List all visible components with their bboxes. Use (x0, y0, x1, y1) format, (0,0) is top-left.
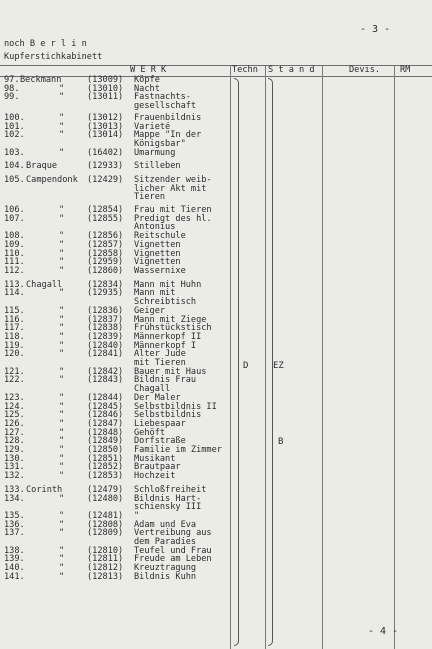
entry-inventory-number: (12854) (87, 205, 124, 216)
entry-inventory-number: (13011) (87, 92, 124, 103)
entry-artist: " (59, 92, 65, 103)
entry-inventory-number: (12933) (87, 161, 124, 172)
entry-title: Kreuztragung (134, 563, 197, 574)
entry-number: 114. (4, 288, 25, 299)
entry-artist: " (59, 528, 65, 539)
entry-number: 134. (4, 493, 25, 504)
column-divider (265, 66, 266, 649)
entry-title: Bildnis Frau (134, 375, 197, 386)
entry-number: 136. (4, 519, 25, 530)
entry-artist: Beckmann (20, 75, 62, 85)
entry-number: 139. (4, 554, 25, 565)
entry-artist: " (59, 323, 65, 334)
page-number: - 3 - (360, 24, 391, 35)
entry-artist: " (59, 239, 65, 250)
location-heading: noch B e r l i n (4, 39, 87, 49)
entry-inventory-number: (12844) (87, 392, 124, 403)
column-werk: W E R K (130, 65, 167, 75)
entry-artist: " (59, 366, 65, 377)
entry-inventory-number: (12810) (87, 545, 124, 556)
entry-title: Bildnis Kuhn (134, 571, 197, 582)
entry-number: 127. (4, 427, 25, 438)
department-heading: Kupferstichkabinett (4, 52, 103, 62)
entry-title: Mappe "In der (134, 130, 202, 141)
entry-title: Reitschule (134, 231, 186, 242)
entry-number: 121. (4, 366, 25, 377)
entry-number: 112. (4, 266, 25, 276)
entry-inventory-number: (12858) (87, 248, 124, 259)
entry-title: Nacht (134, 83, 160, 94)
entry-inventory-number: (13013) (87, 121, 124, 132)
entry-number: 117. (4, 323, 25, 334)
entry-artist: " (59, 288, 65, 299)
entry-inventory-number: (12843) (87, 375, 124, 386)
entry-title: Mann mit (134, 288, 176, 299)
entry-title: Geiger (134, 305, 166, 316)
entry-inventory-number: (16402) (87, 147, 124, 158)
entry-inventory-number: (12852) (87, 462, 124, 473)
entry-title: Frauenbildnis (134, 112, 202, 123)
footer-page-number: - 4 - (368, 626, 399, 637)
entry-title: Hochzeit (134, 471, 176, 482)
entry-inventory-number: (12853) (87, 471, 124, 482)
entry-artist: " (59, 205, 65, 216)
entry-number: 103. (4, 147, 25, 158)
entry-artist: " (59, 331, 65, 342)
entry-artist: " (59, 471, 65, 482)
entry-artist: " (59, 121, 65, 132)
entry-number: 123. (4, 392, 25, 403)
entry-artist: " (59, 427, 65, 438)
entry-number: 124. (4, 401, 25, 412)
entry-title: Mann mit Ziege (134, 314, 207, 325)
technique-mark: D (243, 361, 249, 371)
entry-number: 116. (4, 314, 25, 325)
entry-title: Frühstückstisch (134, 323, 212, 334)
entry-number: 132. (4, 471, 25, 482)
entry-title: Musikant (134, 453, 176, 464)
entry-inventory-number: (12840) (87, 340, 124, 351)
entry-title: Varieté (134, 121, 171, 132)
entry-inventory-number: (12836) (87, 305, 124, 316)
entry-title: Männerkopf II (134, 331, 202, 342)
entry-inventory-number: (12479) (87, 484, 124, 495)
entry-number: 107. (4, 213, 25, 224)
status-mark: B (278, 437, 284, 447)
entry-title: Selbstbildnis II (134, 401, 217, 412)
entry-number: 129. (4, 445, 25, 455)
entry-title: schiensky III (134, 502, 202, 513)
entry-number: 125. (4, 410, 25, 421)
entry-title: Stilleben (134, 161, 181, 172)
entry-inventory-number: (12860) (87, 266, 124, 276)
entry-inventory-number: (12845) (87, 401, 124, 412)
entry-number: 126. (4, 418, 25, 429)
entry-inventory-number: (12848) (87, 427, 124, 438)
entry-title: Männerkopf I (134, 340, 197, 351)
entry-inventory-number: (12838) (87, 323, 124, 334)
entry-inventory-number: (12837) (87, 314, 124, 325)
entry-title: Tieren (134, 192, 166, 203)
column-divider (230, 66, 231, 649)
entry-artist: " (59, 401, 65, 412)
entry-number: 130. (4, 453, 25, 464)
entry-inventory-number: (12856) (87, 231, 124, 242)
entry-title: Vignetten (134, 248, 181, 259)
entry-title: Adam und Eva (134, 519, 197, 530)
entry-artist: " (59, 445, 65, 455)
entry-inventory-number: (13009) (87, 75, 124, 85)
entry-title: Teufel und Frau (134, 545, 212, 556)
entry-title: Bauer mit Haus (134, 366, 207, 377)
entry-inventory-number: (13012) (87, 112, 124, 123)
entry-title: " (134, 510, 140, 521)
entry-title: Brautpaar (134, 462, 181, 473)
entry-artist: " (59, 571, 65, 582)
entry-number: 101. (4, 121, 25, 132)
entry-title: Schreibtisch (134, 297, 197, 308)
entry-artist: " (59, 545, 65, 556)
entry-title: Freude am Leben (134, 554, 212, 565)
entry-artist: " (59, 493, 65, 504)
entry-artist: " (59, 510, 65, 521)
entry-title: Selbstbildnis (134, 410, 202, 421)
entry-inventory-number: (12855) (87, 213, 124, 224)
entry-title: Chagall (134, 384, 171, 395)
entry-artist: " (59, 112, 65, 123)
column-divider (394, 66, 395, 649)
entry-inventory-number: (12851) (87, 453, 124, 464)
entry-number: 131. (4, 462, 25, 473)
entry-title: dem Paradies (134, 536, 197, 547)
entry-artist: " (59, 257, 65, 268)
entry-title: Liebespaar (134, 418, 186, 429)
entry-artist: " (59, 462, 65, 473)
entry-title: Der Maler (134, 392, 181, 403)
entry-title: Antonius (134, 222, 176, 233)
entry-inventory-number: (12812) (87, 563, 124, 574)
entry-inventory-number: (12808) (87, 519, 124, 530)
entry-title: Fastnachts- (134, 92, 191, 103)
entry-title: Vertreibung aus (134, 528, 212, 539)
entry-number: 97. (4, 75, 20, 85)
entry-inventory-number: (13010) (87, 83, 124, 94)
entry-inventory-number: (12935) (87, 288, 124, 299)
entry-title: Gehöft (134, 427, 166, 438)
entry-title: Umarmung (134, 147, 176, 158)
column-devis: Devis. (349, 65, 381, 75)
entry-inventory-number: (12846) (87, 410, 124, 421)
entry-artist: " (59, 266, 65, 276)
entry-number: 108. (4, 231, 25, 242)
entry-number: 106. (4, 205, 25, 216)
entry-number: 141. (4, 571, 25, 582)
entry-number: 135. (4, 510, 25, 521)
entry-inventory-number: (12839) (87, 331, 124, 342)
entry-artist: Chagall (26, 279, 63, 290)
entry-title: Wassernixe (134, 266, 186, 276)
entry-artist: " (59, 147, 65, 158)
entry-number: 104. (4, 161, 25, 172)
entry-title: Vignetten (134, 257, 181, 268)
entry-title: Königsbar" (134, 138, 186, 149)
entry-artist: " (59, 130, 65, 141)
entry-number: 102. (4, 130, 25, 141)
status-mark: EZ (273, 361, 284, 371)
entry-number: 115. (4, 305, 25, 316)
column-rm: RM (400, 65, 411, 75)
entry-title: Köpfe (134, 75, 160, 85)
entry-title: Bildnis Hart- (134, 493, 202, 504)
header-rule-bottom (0, 76, 432, 77)
entry-number: 137. (4, 528, 25, 539)
entry-artist: " (59, 213, 65, 224)
entry-inventory-number: (13014) (87, 130, 124, 141)
entry-artist: " (59, 410, 65, 421)
entry-artist: " (59, 436, 65, 447)
entry-number: 138. (4, 545, 25, 556)
entry-artist: " (59, 453, 65, 464)
bracket (234, 78, 239, 646)
entry-inventory-number: (12849) (87, 436, 124, 447)
entry-inventory-number: (12811) (87, 554, 124, 565)
entry-inventory-number: (12481) (87, 510, 124, 521)
entry-inventory-number: (12429) (87, 175, 124, 185)
entry-number: 100. (4, 112, 25, 123)
entry-artist: Campendonk (26, 175, 78, 185)
entry-title: licher Akt mit (134, 183, 207, 194)
entry-artist: " (59, 83, 65, 94)
entry-inventory-number: (12857) (87, 239, 124, 250)
entry-title: Mann mit Huhn (134, 279, 202, 290)
column-techn: Techn (232, 65, 258, 75)
entry-inventory-number: (12959) (87, 257, 124, 268)
entry-title: Alter Jude (134, 349, 186, 360)
entry-artist: " (59, 248, 65, 259)
entry-inventory-number: (12480) (87, 493, 124, 504)
entry-artist: Corinth (26, 484, 63, 495)
entry-number: 140. (4, 563, 25, 574)
entry-inventory-number: (12842) (87, 366, 124, 377)
entry-artist: " (59, 305, 65, 316)
entry-number: 113. (4, 279, 25, 290)
entry-inventory-number: (12809) (87, 528, 124, 539)
entry-artist: " (59, 340, 65, 351)
entry-artist: " (59, 554, 65, 565)
entry-title: Familie im Zimmer (134, 445, 222, 455)
entry-artist: " (59, 349, 65, 360)
entry-title: mit Tieren (134, 357, 186, 368)
entry-number: 120. (4, 349, 25, 360)
entry-number: 128. (4, 436, 25, 447)
entry-title: Schloßfreiheit (134, 484, 207, 495)
entry-inventory-number: (12841) (87, 349, 124, 360)
entry-number: 133. (4, 484, 25, 495)
entry-artist: " (59, 375, 65, 386)
entry-number: 98. (4, 83, 20, 94)
entry-inventory-number: (12813) (87, 571, 124, 582)
entry-artist: " (59, 231, 65, 242)
entry-inventory-number: (12847) (87, 418, 124, 429)
entry-number: 110. (4, 248, 25, 259)
column-divider (322, 66, 323, 649)
entry-title: Predigt des hl. (134, 213, 212, 224)
entry-title: gesellschaft (134, 101, 197, 112)
entry-number: 109. (4, 239, 25, 250)
entry-artist: " (59, 418, 65, 429)
column-stand: S t a n d (268, 65, 315, 75)
entry-number: 99. (4, 92, 20, 103)
entry-artist: " (59, 563, 65, 574)
entry-number: 111. (4, 257, 25, 268)
entry-title: Dorfstraße (134, 436, 186, 447)
entry-number: 118. (4, 331, 25, 342)
entry-artist: " (59, 392, 65, 403)
entry-artist: Braque (26, 161, 58, 172)
entry-artist: " (59, 519, 65, 530)
entry-number: 122. (4, 375, 25, 386)
entry-number: 105. (4, 175, 25, 185)
entry-title: Vignetten (134, 239, 181, 250)
entry-inventory-number: (12850) (87, 445, 124, 455)
entry-number: 119. (4, 340, 25, 351)
entry-title: Frau mit Tieren (134, 205, 212, 216)
entry-inventory-number: (12834) (87, 279, 124, 290)
entry-artist: " (59, 314, 65, 325)
entry-title: Sitzender weib- (134, 175, 212, 185)
